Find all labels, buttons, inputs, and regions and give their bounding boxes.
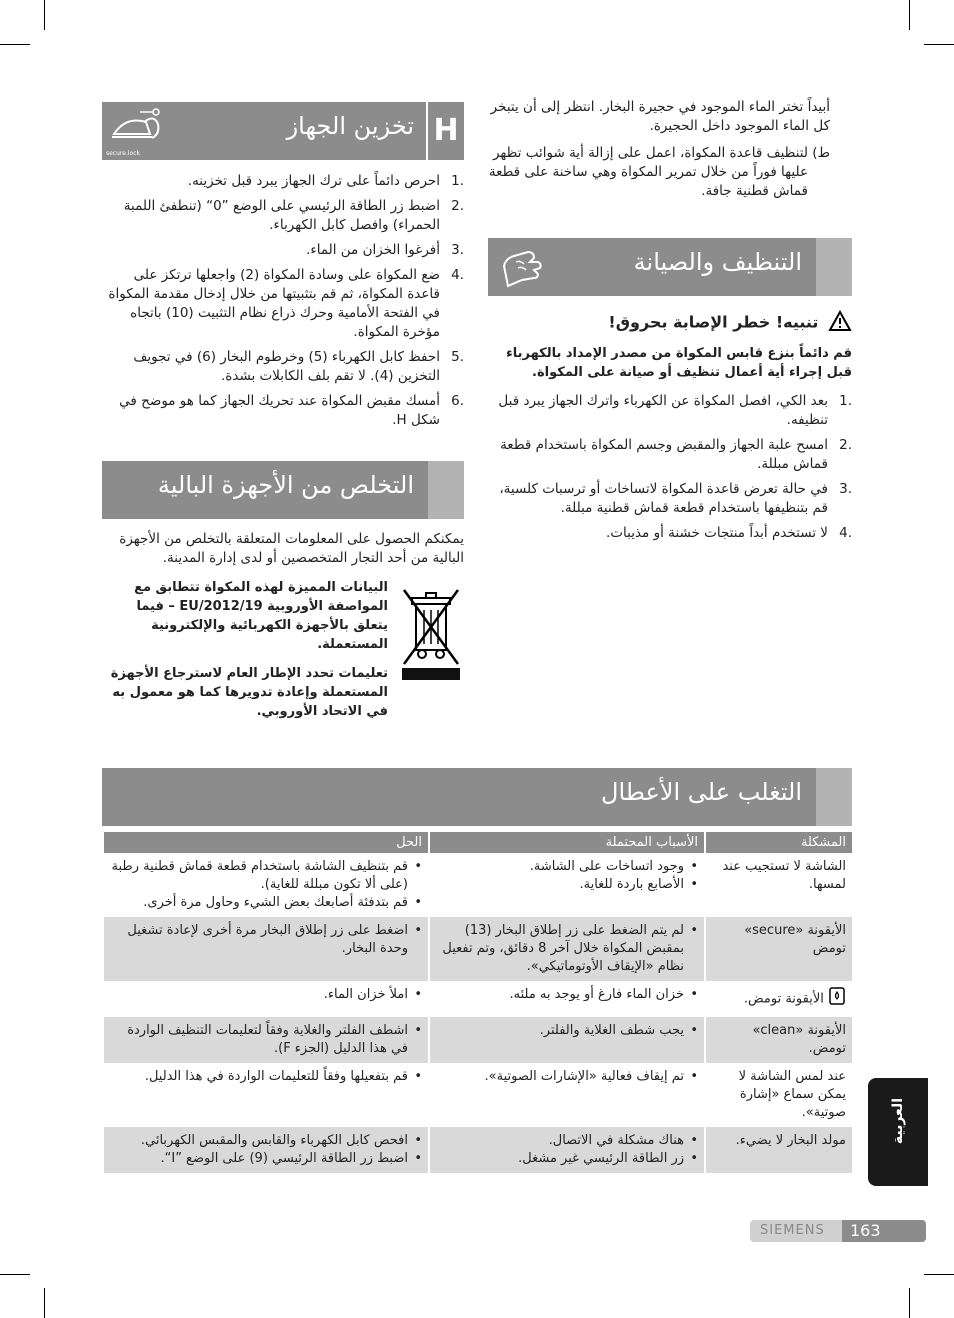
step-item (102, 392, 464, 430)
solution-item: • اضبط زر الطاقة الرئيسي (9) على الوضع ”I“. (110, 1150, 422, 1168)
cause-item: • وجود اتساخات على الشاشة. (436, 858, 698, 876)
crop-mark (909, 1288, 910, 1318)
cause-item: • يجب شطف الغلاية والفلتر. (436, 1022, 698, 1040)
problem-cell: الأيقونة «secure» تومض (705, 917, 852, 981)
step-text: ضع المكواة على وسادة المكواة (2) واجعلها ترتكز على قاعدة المكواة، ثم قم بتثبيتها من خلال إدخال مقدمة المكواة في الفتحة الأمامية وحرك ذراع نظام التثبيت (10) باتجاه مؤخرة المكواة. (108, 267, 440, 340)
page-number: 163 (842, 1220, 926, 1242)
step-number: .4 (451, 267, 464, 283)
table-row (103, 981, 852, 1017)
solution-item: • قم بتفعيلها وفقاً للتعليمات الواردة في هذا الدليل. (110, 1068, 422, 1086)
paragraph-continuation: أبيداً تختر الماء الموجود في حجيرة البخار. انتظر إلى أن يتبخر كل الماء الموجود داخل الحجيرة. (490, 99, 830, 134)
cause-cell (429, 1127, 705, 1173)
table-row (103, 853, 852, 917)
step-number: .4 (839, 525, 852, 541)
cause-cell (429, 981, 705, 1017)
crop-mark (924, 44, 954, 45)
step-text: امسح علبة الجهاز والمقبض وجسم المكواة باستخدام قطعة قماش مبللة. (500, 437, 828, 472)
solution-cell (103, 981, 429, 1017)
weee-directive-text: البيانات المميزة لهذه المكواة تتطابق مع المواصفة الأوروبية EU/2012/19 – فيما يتعلق بالأجهزة الكهربائية والإلكترونية المستعملة. (134, 580, 388, 652)
icon-caption: secure.lock (106, 150, 140, 157)
step-item (102, 266, 464, 342)
crop-mark (0, 1274, 30, 1275)
solution-cell (103, 853, 429, 917)
brand-name: SIEMENS (760, 1223, 825, 1238)
step-text: أمسك مقبض المكواة عند تحريك الجهاز كما هو موضح في شكل H. (119, 393, 440, 428)
troubleshooting-title: التغلب على الأعطال (601, 778, 802, 806)
crop-mark (44, 0, 45, 30)
header-tab (816, 768, 852, 826)
cause-cell (429, 853, 705, 917)
warning-text: قم دائماً بنزع قابس المكواة من مصدر الإمداد بالكهرباء قبل إجراء أية أعمال تنظيف أو صيانة على المكواة. (506, 346, 852, 380)
troubleshooting-header (102, 768, 852, 826)
step-number: .2 (839, 437, 852, 453)
header-tab (816, 238, 852, 296)
step-number: .3 (839, 481, 852, 497)
cause-cell (429, 917, 705, 981)
problem-cell: مولد البخار لا يضيء. (705, 1127, 852, 1173)
step-number: .3 (451, 242, 464, 258)
solution-cell (103, 1017, 429, 1063)
step-item (488, 392, 852, 430)
problem-cell: الشاشة لا تستجيب عند لمسها. (705, 853, 852, 917)
cause-item: • لم يتم الضغط على زر إطلاق البخار (13) بمقبض المكواة خلال آخر 8 دقائق، وتم تفعيل نظام «الإيقاف الأوتوماتيكي». (436, 922, 698, 976)
top-right-text (488, 98, 830, 201)
table-row (103, 917, 852, 981)
warning-title: تنبيه! خطر الإصابة بحروق! (608, 312, 819, 332)
storage-steps (102, 172, 464, 436)
cause-item: • هناك مشكلة في الاتصال. (436, 1132, 698, 1150)
cause-cell (429, 1017, 705, 1063)
step-text: احفظ كابل الكهرباء (5) وخرطوم البخار (6) في تجويف التخزين (4). لا تقم بلف الكابلات بشدة. (133, 349, 440, 384)
disposal-title: التخلص من الأجهزة البالية (157, 471, 414, 499)
step-number: .1 (451, 173, 464, 189)
cleaning-title: التنظيف والصيانة (633, 248, 802, 276)
solution-item: • افحص كابل الكهرباء والقابس والمقبس الكهربائي. (110, 1132, 422, 1150)
footer-brand-bar (750, 1220, 926, 1242)
step-item (488, 524, 852, 543)
header-solution: الحل (103, 832, 429, 853)
problem-cell: الأيقونة «clean» تومض. (705, 1017, 852, 1063)
step-number: .6 (451, 393, 464, 409)
troubleshooting-table (102, 832, 852, 1173)
disposal-bold-text (102, 578, 388, 721)
problem-cell: عند لمس الشاشة لا يمكن سماع «إشارة صوتية». (705, 1063, 852, 1127)
cause-item: • تم إيقاف فعالية «الإشارات الصوتية». (436, 1068, 698, 1086)
iron-lock-icon (104, 104, 174, 158)
weee-bin-icon (400, 586, 462, 682)
header-problem: المشكلة (705, 832, 852, 853)
step-number: .5 (451, 349, 464, 365)
crop-mark (909, 0, 910, 30)
item-t-text: لتنظيف قاعدة المكواة، اعمل على إزالة أية شوائب تظهر عليها فوراً من خلال تمرير المكواة وهي ساخنة على قطعة قماش قطنية جافة. (488, 145, 808, 199)
table-row (103, 1017, 852, 1063)
storage-title: تخزين الجهاز (286, 112, 414, 140)
cause-item: • زر الطاقة الرئيسي غير مشغل. (436, 1150, 698, 1168)
step-text: اضبط زر الطاقة الرئيسي على الوضع ”0“ (تنطفئ اللمبة الحمراء) وافصل كابل الكهرباء. (123, 198, 440, 233)
storage-header (102, 102, 464, 160)
cause-cell (429, 1063, 705, 1127)
header-tab (428, 461, 464, 519)
hand-cleaning-icon (494, 240, 564, 294)
step-item (488, 436, 852, 474)
solution-cell (103, 1063, 429, 1127)
step-text: لا تستخدم أبداً منتجات خشنة أو مذيبات. (606, 525, 828, 541)
language-label: العربية (890, 1098, 906, 1145)
solution-item: • قم بتدفئة أصابعك بعض الشيء وحاول مرة أخرى. (110, 894, 422, 912)
step-text: احرص دائماً على ترك الجهاز يبرد قبل تخزينه. (187, 173, 440, 189)
item-t (488, 144, 830, 201)
disposal-header (102, 461, 464, 519)
step-item (102, 241, 464, 260)
step-item (488, 480, 852, 518)
solution-cell (103, 1127, 429, 1173)
crop-mark (44, 1288, 45, 1318)
step-number: .2 (451, 198, 464, 214)
table-header-row (103, 832, 852, 853)
solution-item: • اشطف الفلتر والغلاية وفقاً لتعليمات التنظيف الواردة في هذا الدليل (الجزء F). (110, 1022, 422, 1058)
solution-item: • قم بتنظيف الشاشة باستخدام قطعة قماش قطنية رطبة (على ألا تكون مبللة للغاية). (110, 858, 422, 894)
item-t-marker: ط) (812, 145, 830, 161)
warning-heading (488, 310, 852, 336)
cleaning-header (488, 238, 852, 296)
table-row (103, 1127, 852, 1173)
language-tab (868, 1078, 928, 1186)
solution-cell (103, 917, 429, 981)
solution-item: • اضغط على زر إطلاق البخار مرة أخرى لإعادة تشغيل وحدة البخار. (110, 922, 422, 958)
crop-mark (924, 1274, 954, 1275)
step-item (102, 348, 464, 386)
weee-return-text: تعليمات تحدد الإطار العام لاسترجاع الأجهزة المستعملة وإعادة تدويرها كما هو معمول به في الاتحاد الأوروبي. (110, 666, 388, 719)
cause-item: • خزان الماء فارغ أو يوجد به ملئه. (436, 986, 698, 1004)
step-text: بعد الكي، افصل المكواة عن الكهرباء واترك الجهاز يبرد قبل تنظيفه. (498, 393, 828, 428)
troubleshooting-table-wrap (102, 832, 852, 1173)
header-cause: الأسباب المحتملة (429, 832, 705, 853)
step-number: .1 (839, 393, 852, 409)
table-row (103, 1063, 852, 1127)
problem-cell (705, 981, 852, 1017)
problem-text: الأيقونة تومض. (743, 991, 824, 1007)
cause-item: • الأصابع باردة للغاية. (436, 876, 698, 894)
water-tank-icon (828, 986, 846, 1012)
solution-item: • املأ خزان الماء. (110, 986, 422, 1004)
step-text: أفرغوا الخزان من الماء. (306, 242, 440, 258)
section-letter: H (426, 102, 464, 160)
step-item (102, 197, 464, 235)
disposal-intro: يمكنكم الحصول على المعلومات المتعلقة بالتخلص من الأجهزة البالية من أحد التجار المتخصصين أو لدى إدارة المدينة. (119, 531, 464, 566)
step-item (102, 172, 464, 191)
warning-triangle-icon (828, 310, 852, 336)
cleaning-warning (488, 310, 852, 549)
step-text: في حالة تعرض قاعدة المكواة لاتساخات أو ترسبات كلسية، قم بتنظيفها باستخدام قطعة قماش قطنية مبللة. (499, 481, 828, 516)
crop-mark (0, 44, 30, 45)
